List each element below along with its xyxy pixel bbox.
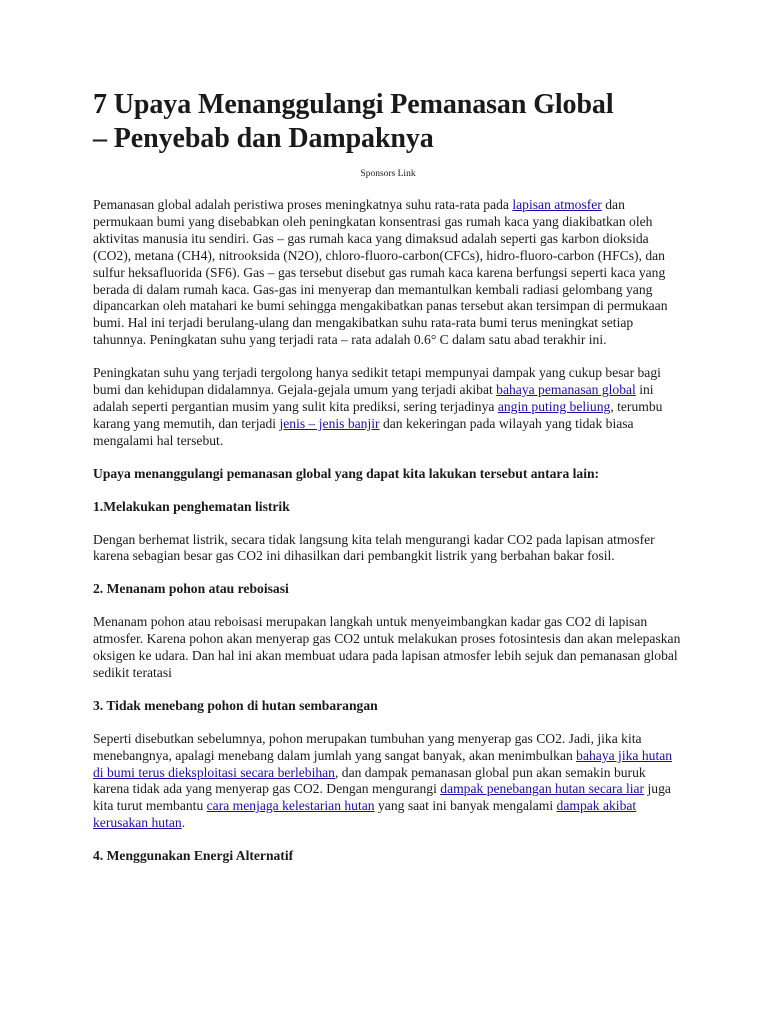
paragraph-text: Seperti disebutkan sebelumnya, pohon merupakan tumbuhan yang menyerap gas CO2. Jadi, jika kita menebangnya, apalagi menebang dalam jumlah yang sangat banyak, akan menimbulkan [93, 730, 642, 763]
title-line-1: 7 Upaya Menanggulangi Pemanasan Global [93, 89, 614, 120]
paragraph-text: juga kita turut membantu [93, 781, 671, 814]
paragraph-text: . [181, 815, 186, 831]
section-3-text [93, 731, 683, 832]
paragraph-text: Pemanasan global adalah peristiwa proses meningkatnya suhu rata-rata pada [93, 197, 513, 212]
paragraph-intro [93, 197, 683, 349]
paragraph-impact [93, 365, 683, 450]
paragraph-text: , dan dampak pemanasan global pun akan semakin buruk karena tidak ada yang menyerap gas CO2. Dengan mengurangi [93, 764, 646, 797]
paragraph-text: dan kekeringan pada wilayah yang tidak biasa mengalami hal tersebut. [93, 415, 634, 448]
section-2-text: Menanam pohon atau reboisasi merupakan langkah untuk menyeimbangkan kadar gas CO2 di lapisan atmosfer. Karena pohon akan menyerap gas CO2 untuk melakukan proses fotosintesis dan akan melepaskan oksigen ke udara. Dan hal ini akan membuat udara pada lapisan atmosfer lebih sejuk dan pemanasan global sedikit teratasi [93, 614, 681, 680]
link-jenis-jenis-banjir[interactable]: jenis – jenis banjir [279, 415, 380, 431]
link-dampak-kerusakan-hutan[interactable]: dampak akibat kerusakan hutan [93, 798, 637, 831]
link-bahaya-pemanasan-global[interactable]: bahaya pemanasan global [496, 382, 636, 398]
paragraph-text: Peningkatan suhu yang terjadi tergolong hanya sedikit tetapi mempunyai dampak yang cukup besar bagi bumi dan kehidupan didalamnya. Gejala-gejala umum yang terjadi akibat [93, 365, 661, 398]
paragraph-text: ini adalah seperti pergantian musim yang sulit kita prediksi, sering terjadinya [93, 382, 654, 414]
link-cara-menjaga-kelestarian-hutan[interactable]: cara menjaga kelestarian hutan [206, 798, 375, 814]
section-3-heading: 3. Tidak menebang pohon di hutan sembarangan [93, 697, 378, 713]
link-dampak-penebangan-hutan[interactable]: dampak penebangan hutan secara liar [440, 781, 645, 797]
page-title [93, 88, 683, 156]
paragraph-text: dan permukaan bumi yang disebabkan oleh peningkatan konsentrasi gas rumah kaca yang diakibatkan oleh aktivitas manusia itu sendiri. Gas – gas rumah kaca yang dimaksud adalah seperti gas karbon dioksida (CO2), metana (CH4), nitrooksida (N2O), chloro-fluoro-carbon(CFCs), hidro-fluoro-carbon (HFCs), dan sulfur heksafluorida (SF6). Gas – gas tersebut disebut gas rumah kaca karena berfungsi seperti kaca yang berada di dalam rumah kaca. Gas-gas ini menyerap dan memantulkan kembali radiasi gelombang yang dipancarkan oleh matahari ke bumi sehingga mengakibatkan panas tersebut akan tersimpan di permukaan bumi. Hal ini terjadi berulang-ulang dan mengakibatkan suhu rata-rata bumi terus meningkat setiap tahunnya. Peningkatan suhu yang terjadi rata – rata adalah 0.6° C dalam satu abad terakhir ini. [93, 197, 668, 348]
paragraph-text: yang saat ini banyak mengalami [374, 798, 557, 814]
sponsors-link-label: Sponsors Link [360, 169, 416, 179]
section-2-heading: 2. Menanam pohon atau reboisasi [93, 581, 289, 597]
document-page [93, 88, 683, 881]
link-angin-puting-beliung[interactable]: angin puting beliung [497, 398, 611, 414]
title-line-2: – Penyebab dan Dampaknya [93, 123, 434, 154]
section-1-heading: 1.Melakukan penghematan listrik [93, 498, 290, 514]
link-bahaya-eksploitasi-hutan[interactable]: bahaya jika hutan di bumi terus dieksploitasi secara berlebihan [93, 747, 673, 780]
section-1-text: Dengan berhemat listrik, secara tidak langsung kita telah mengurangi kadar CO2 pada lapisan atmosfer karena sebagian besar gas CO2 ini dihasilkan dari pembangkit listrik yang berbahan bakar fosil. [93, 531, 655, 564]
link-lapisan-atmosfer[interactable]: lapisan atmosfer [512, 197, 602, 212]
paragraph-text: , terumbu karang yang memutih, dan terjadi [93, 398, 663, 431]
section-4-heading: 4. Menggunakan Energi Alternatif [93, 848, 294, 864]
section-intro-heading: Upaya menanggulangi pemanasan global yang dapat kita lakukan tersebut antara lain: [93, 465, 600, 481]
